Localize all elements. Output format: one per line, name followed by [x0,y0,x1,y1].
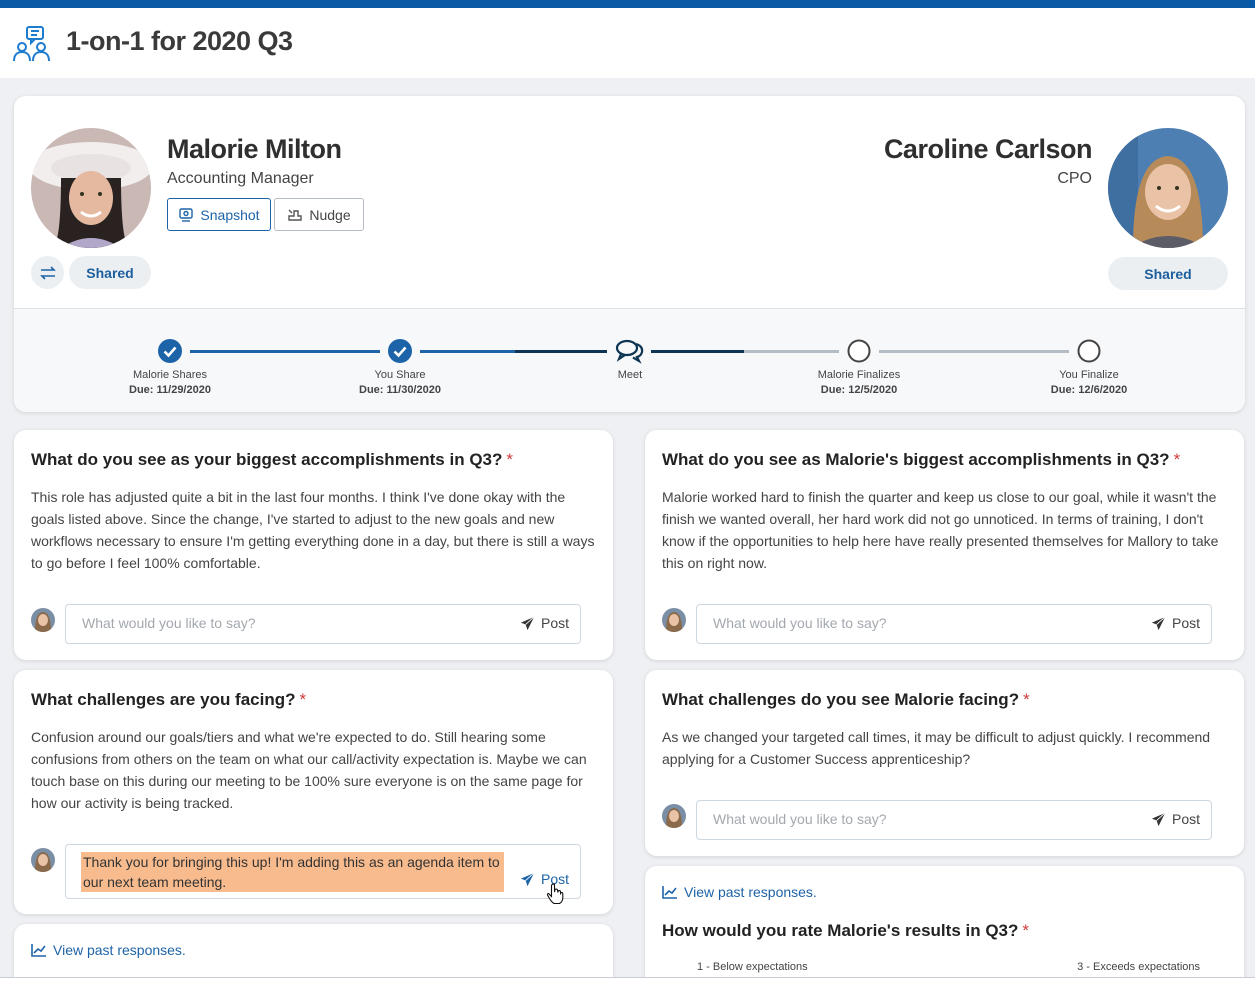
post-button[interactable] [1151,811,1200,827]
commenter-avatar [662,608,686,632]
send-icon [1151,616,1166,631]
post-button[interactable] [520,615,569,631]
question-title: How would you rate Malorie's results in Q3? * [662,921,1030,940]
send-icon [1151,812,1166,827]
question-title: What do you see as Malorie's biggest accomplishments in Q3? * [662,450,1181,469]
step-pending-circle-icon [1077,339,1101,363]
commenter-avatar [662,804,686,828]
trend-chart-icon [31,943,47,957]
step-due: Due: 12/5/2020 [820,384,898,396]
page-header [0,8,1255,78]
page-title: 1-on-1 for 2020 Q3 [66,26,293,56]
step-label: Meet [617,369,643,381]
step-done-check-icon [158,339,182,363]
track-segment [515,350,607,353]
post-button[interactable] [1151,615,1200,631]
post-label: Post [1171,811,1200,827]
nudge-label: Nudge [309,206,351,223]
step-due: Due: 12/6/2020 [1050,384,1128,396]
post-label: Post [540,615,569,631]
step-label: Malorie Shares [133,369,207,381]
step-done-check-icon [388,339,412,363]
answer-text: As we changed your targeted call times, it may be difficult to adjust quickly. I recommend applying for a Customer Success apprenticeship? [662,729,1211,767]
required-marker: * [299,690,307,709]
step-label: You Share [374,369,426,381]
nudge-button[interactable] [274,198,364,231]
nudge-icon [287,207,303,223]
employee-title: Accounting Manager [167,170,314,187]
manager-title: CPO [1057,170,1092,187]
required-marker: * [1023,690,1030,709]
employee-name: Malorie Milton [167,134,342,164]
step-pending-circle-icon [847,339,871,363]
post-label: Post [540,871,569,887]
question-card-accomplishments-manager [645,430,1244,660]
employee-avatar [31,128,151,248]
required-marker: * [506,450,514,469]
required-marker: * [1173,450,1181,469]
hand-cursor-icon [546,883,564,905]
progress-steps [14,308,1245,412]
snapshot-button[interactable] [167,198,271,231]
step-label: Malorie Finalizes [817,369,901,381]
comment-text-selected[interactable]: Thank you for bringing this up! I'm adding this as an agenda item to our next team meeting. [81,852,504,892]
manager-name: Caroline Carlson [883,134,1092,164]
answer-text: Confusion around our goals/tiers and what we're expected to do. Still hearing some confusions from others on the team on what our call/activity expectation is. Maybe we can touch base on this during our meeting to be 100% sure everyone is on the same page for how our activity is being tracked. [31,729,587,811]
top-brand-bar [0,0,1255,8]
comment-input[interactable] [65,604,581,644]
question-card-rating [645,866,1244,994]
manager-status-badge: Shared [1108,257,1228,290]
question-title: What challenges do you see Malorie facing? * [662,690,1030,709]
track-segment [651,350,744,353]
swap-arrows-icon [40,266,56,280]
rating-scale-high: 3 - Exceeds expectations [1077,961,1200,973]
view-past-responses-link[interactable]: View past responses. [31,942,186,958]
track-segment [420,350,515,353]
snapshot-icon [178,207,194,223]
employee-status-badge: Shared [69,256,151,289]
question-card-challenges-self [14,670,613,914]
required-marker: * [1022,921,1030,940]
track-segment [744,350,839,353]
track-segment [879,350,1069,353]
manager-avatar [1108,128,1228,248]
question-title: What challenges are you facing? * [31,690,307,709]
comment-placeholder: What would you like to say? [713,811,887,827]
swap-button[interactable] [31,256,64,289]
track-segment [190,350,380,353]
step-due: Due: 11/29/2020 [129,384,211,396]
snapshot-label: Snapshot [200,206,260,223]
question-card-accomplishments-self [14,430,613,660]
one-on-one-icon [13,25,51,63]
comment-placeholder: What would you like to say? [713,615,887,631]
send-icon [520,616,535,631]
comment-input[interactable] [696,800,1212,840]
step-due: Due: 11/30/2020 [359,384,441,396]
comment-input[interactable] [696,604,1212,644]
viewport-bottom-strip [0,978,1255,994]
comment-placeholder: What would you like to say? [82,615,256,631]
commenter-avatar [31,608,55,632]
send-icon [520,872,535,887]
view-past-responses-link[interactable]: View past responses. [662,884,817,900]
step-label: You Finalize [1059,369,1119,381]
commenter-avatar [31,848,55,872]
post-label: Post [1171,615,1200,631]
question-title: What do you see as your biggest accomplishments in Q3? * [31,450,514,469]
participants-card [14,96,1245,412]
question-card-challenges-manager [645,670,1244,856]
rating-scale-low: 1 - Below expectations [697,961,808,973]
comment-input[interactable] [65,844,581,899]
answer-text: Malorie worked hard to finish the quarter and keep us close to our goal, while it wasn't the finish we wanted overall, her hard work did not go unnoticed. In terms of training, I don't know if the opportunities to help here have really presented themselves for Mallory to take this on right now. [662,489,1219,571]
meet-chat-icon [615,338,645,364]
trend-chart-icon [662,885,678,899]
answer-text: This role has adjusted quite a bit in the last four months. I think I've done okay with the goals listed above. Since the change, I've started to adjust to the new goals and new workflows necessary to ensure I'm getting everything done in a day, but there is still a ways to go before I feel 100% comfortable. [31,489,595,571]
